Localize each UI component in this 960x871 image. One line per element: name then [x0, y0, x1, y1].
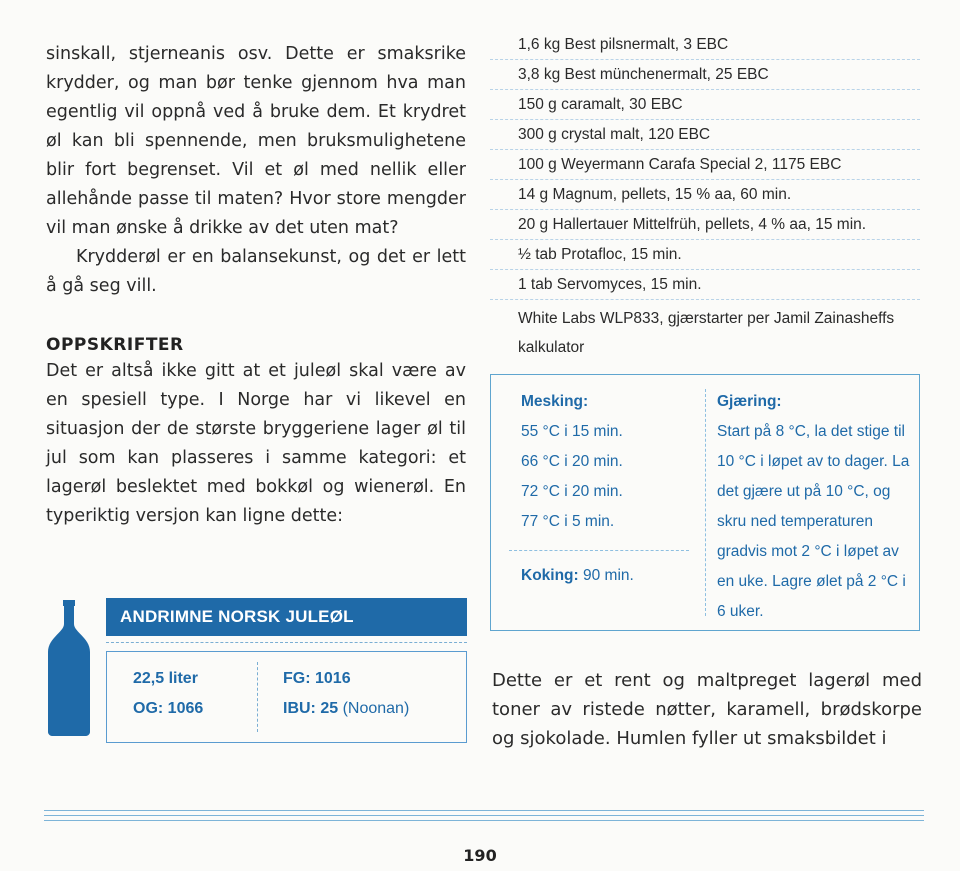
fermentation-heading: Gjæring:: [717, 393, 782, 410]
right-text-column: [492, 666, 922, 753]
ingredient-item: 20 g Hallertauer Mittelfrüh, pellets, 4 % aa, 15 min.: [490, 210, 920, 240]
recipe-title: ANDRIMNE NORSK JULEØL: [106, 598, 467, 636]
original-gravity: OG: 1066: [133, 700, 204, 717]
footer-rule: [44, 815, 924, 816]
final-gravity: FG: 1016: [283, 670, 351, 687]
ingredient-item: White Labs WLP833, gjærstarter per Jamil Zainasheffs kalkulator: [518, 310, 895, 356]
intro-paragraph: sinskall, stjerneanis osv. Dette er smaksrike krydder, og man bør tenke gjennom hva man egentlig vil oppnå ved å bruke dem. Et krydret øl kan bli spennende, men bruksmulighetene blir fort begrenset. Vil et øl med nellik eller allehånde passe til maten? Hvor store mengder vil man ønske å drikke av det uten mat?: [46, 44, 466, 238]
boil-value: 90 min.: [583, 567, 634, 584]
ingredients-column: [490, 30, 920, 367]
mash-step: 72 °C i 20 min.: [521, 483, 623, 500]
section-heading: OPPSKRIFTER: [46, 335, 184, 355]
page-number: 190: [463, 846, 497, 865]
divider: [509, 550, 689, 551]
boil-section: [521, 567, 634, 585]
mash-step: 77 °C i 5 min.: [521, 513, 615, 530]
ingredient-item: 1,6 kg Best pilsnermalt, 3 EBC: [490, 30, 920, 60]
second-paragraph: Krydderøl er en balansekunst, og det er lett å gå seg vill.: [46, 247, 466, 296]
recipe-stats: [106, 651, 467, 743]
ibu-value: IBU: 25: [283, 700, 339, 717]
footer-rule: [44, 810, 924, 811]
ingredient-list: [490, 30, 920, 367]
recipe-card: [106, 598, 467, 743]
mashing-section: [521, 387, 691, 537]
mash-step: 66 °C i 20 min.: [521, 453, 623, 470]
recipes-paragraph: Det er altså ikke gitt at et juleøl skal være av en spesiell type. I Norge har vi likevel en situasjon der de største bryggeriene lager øl til jul som kan plasseres i samme kategori: et lagerøl beslektet med bokkøl og wienerøl. En typeriktig versjon kan ligne dette:: [46, 361, 466, 526]
left-column: [46, 40, 466, 531]
footer-rule: [44, 820, 924, 821]
process-box: [490, 374, 920, 631]
ingredient-item: 300 g crystal malt, 120 EBC: [490, 120, 920, 150]
divider: [257, 662, 258, 732]
ingredient-item: 100 g Weyermann Carafa Special 2, 1175 EBC: [490, 150, 920, 180]
boil-label: Koking:: [521, 567, 579, 584]
mash-step: 55 °C i 15 min.: [521, 423, 623, 440]
ingredient-item: 150 g caramalt, 30 EBC: [490, 90, 920, 120]
ibu-method: (Noonan): [342, 700, 410, 717]
tasting-paragraph: Dette er et rent og maltpreget lagerøl med toner av ristede nøtter, karamell, brødskorpe og sjokolade. Humlen fyller ut smaksbildet i: [492, 670, 922, 749]
ingredient-item: 1 tab Servomyces, 15 min.: [490, 270, 920, 300]
fermentation-text: Start på 8 °C, la det stige til 10 °C i løpet av to dager. La det gjære ut på 10 °C, og skru ned temperaturen gradvis mot 2 °C i løpet av en uke. Lagre ølet på 2 °C i 6 uker.: [717, 423, 910, 620]
fermentation-section: [717, 387, 912, 627]
divider: [106, 642, 467, 643]
beer-bottle-icon: [44, 600, 94, 736]
recipe-block: [44, 598, 468, 738]
divider: [705, 389, 706, 616]
bitterness-ibu: [283, 700, 409, 718]
batch-volume: 22,5 liter: [133, 670, 198, 687]
mashing-heading: Mesking:: [521, 393, 589, 410]
ingredient-item: ½ tab Protafloc, 15 min.: [490, 240, 920, 270]
ingredient-item: 14 g Magnum, pellets, 15 % aa, 60 min.: [490, 180, 920, 210]
ingredient-item: 3,8 kg Best münchenermalt, 25 EBC: [490, 60, 920, 90]
